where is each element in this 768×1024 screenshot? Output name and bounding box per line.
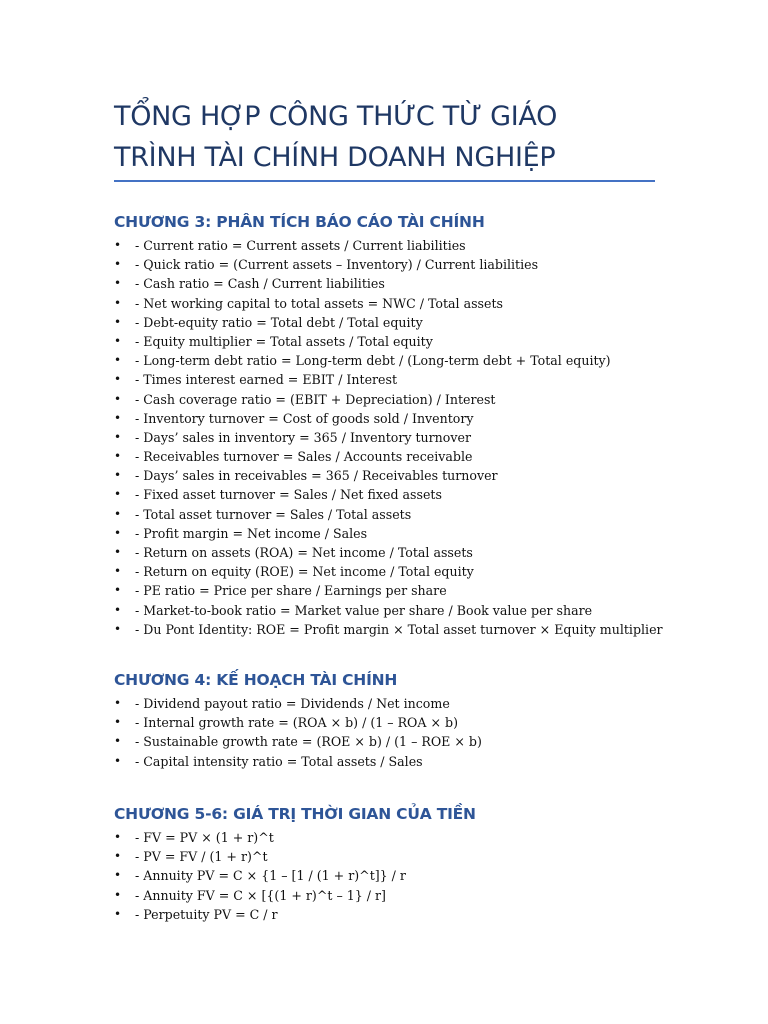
formula-text: - Quick ratio = (Current assets – Inventory) / Current liabilities xyxy=(135,257,539,273)
formula-text: - Total asset turnover = Sales / Total assets xyxy=(135,506,412,522)
bullet-icon: • xyxy=(114,734,122,749)
bullet-icon: • xyxy=(114,868,122,883)
formula-list-item xyxy=(114,370,714,389)
bullet-icon: • xyxy=(114,887,122,902)
bullet-icon: • xyxy=(114,333,122,348)
formula-list-item xyxy=(114,466,714,485)
formula-list-item xyxy=(114,713,714,732)
formula-list-item xyxy=(114,313,714,332)
title-line-2: TRÌNH TÀI CHÍNH DOANH NGHIỆP xyxy=(114,142,556,173)
formula-list-item xyxy=(114,581,714,600)
formula-list-item xyxy=(114,562,714,581)
bullet-icon: • xyxy=(114,525,122,540)
bullet-icon: • xyxy=(114,621,122,636)
formula-list-item xyxy=(114,694,714,713)
section-heading: CHƯƠNG 3: PHÂN TÍCH BÁO CÁO TÀI CHÍNH xyxy=(114,213,485,231)
formula-list-item xyxy=(114,505,714,524)
document-title xyxy=(114,96,674,178)
bullet-icon: • xyxy=(114,753,122,768)
bullet-icon: • xyxy=(114,468,122,483)
bullet-icon: • xyxy=(114,238,122,252)
formula-list-item xyxy=(114,390,714,409)
bullet-icon: • xyxy=(114,295,122,310)
formula-text: - Sustainable growth rate = (ROE × b) / (1 – ROE × b) xyxy=(135,734,482,750)
formula-list-item xyxy=(114,752,714,771)
formula-text: - Annuity PV = C × {1 – [1 / (1 + r)^t]} / r xyxy=(135,868,406,884)
formula-text: - Market-to-book ratio = Market value per share / Book value per share xyxy=(135,602,593,618)
bullet-icon: • xyxy=(114,849,122,864)
formula-text: - Times interest earned = EBIT / Interest xyxy=(135,372,398,388)
formula-list-item xyxy=(114,866,714,885)
bullet-icon: • xyxy=(114,372,122,387)
formula-text: - Inventory turnover = Cost of goods sold / Inventory xyxy=(135,410,474,426)
formula-list-item xyxy=(114,447,714,466)
formula-text: - FV = PV × (1 + r)^t xyxy=(135,830,274,845)
formula-text: - Cash coverage ratio = (EBIT + Depreciation) / Interest xyxy=(135,391,496,407)
formula-list xyxy=(114,236,714,639)
formula-text: - Equity multiplier = Total assets / Total equity xyxy=(135,333,433,349)
formula-text: - Dividend payout ratio = Dividends / Net income xyxy=(135,696,450,711)
formula-list xyxy=(114,694,714,771)
formula-list-item xyxy=(114,601,714,620)
formula-text: - Net working capital to total assets = NWC / Total assets xyxy=(135,295,503,311)
bullet-icon: • xyxy=(114,583,122,598)
formula-text: - Capital intensity ratio = Total assets / Sales xyxy=(135,753,423,769)
formula-text: - Return on equity (ROE) = Net income / Total equity xyxy=(135,564,474,580)
formula-text: - Perpetuity PV = C / r xyxy=(135,906,278,922)
formula-text: - Annuity FV = C × [{(1 + r)^t – 1} / r] xyxy=(135,887,386,903)
bullet-icon: • xyxy=(114,410,122,425)
formula-list-item xyxy=(114,294,714,313)
formula-list-item xyxy=(114,274,714,293)
formula-text: - Internal growth rate = (ROA × b) / (1 – ROA × b) xyxy=(135,715,459,731)
formula-text: - Debt-equity ratio = Total debt / Total equity xyxy=(135,314,423,330)
formula-text: - Days’ sales in inventory = 365 / Inventory turnover xyxy=(135,429,471,445)
formula-text: - Cash ratio = Cash / Current liabilities xyxy=(135,276,385,292)
bullet-icon: • xyxy=(114,429,122,444)
bullet-icon: • xyxy=(114,602,122,617)
title-line-1: TỔNG HỢP CÔNG THỨC TỪ GIÁO xyxy=(114,101,558,132)
formula-list-item xyxy=(114,255,714,274)
bullet-icon: • xyxy=(114,276,122,291)
bullet-icon: • xyxy=(114,391,122,406)
formula-list-item xyxy=(114,485,714,504)
section-chapter-3 xyxy=(114,212,714,639)
formula-list xyxy=(114,828,714,924)
formula-list-item xyxy=(114,236,714,255)
section-chapter-4 xyxy=(114,670,714,771)
formula-text: - Long-term debt ratio = Long-term debt / (Long-term debt + Total equity) xyxy=(135,353,611,369)
bullet-icon: • xyxy=(114,314,122,329)
formula-text: - Fixed asset turnover = Sales / Net fixed assets xyxy=(135,487,442,503)
formula-text: - Days’ sales in receivables = 365 / Receivables turnover xyxy=(135,468,498,484)
formula-text: - Du Pont Identity: ROE = Profit margin × Total asset turnover × Equity multiplier xyxy=(135,621,663,637)
section-chapter-5-6 xyxy=(114,804,714,924)
bullet-icon: • xyxy=(114,506,122,521)
bullet-icon: • xyxy=(114,906,122,921)
formula-text: - PV = FV / (1 + r)^t xyxy=(135,849,268,865)
title-underline-divider xyxy=(114,180,655,182)
formula-list-item xyxy=(114,886,714,905)
bullet-icon: • xyxy=(114,564,122,579)
formula-list-item xyxy=(114,620,714,639)
bullet-icon: • xyxy=(114,257,122,272)
bullet-icon: • xyxy=(114,545,122,559)
formula-text: - Receivables turnover = Sales / Accounts receivable xyxy=(135,449,473,465)
formula-text: - Return on assets (ROA) = Net income / Total assets xyxy=(135,545,473,560)
formula-list-item xyxy=(114,905,714,924)
formula-list-item xyxy=(114,828,714,847)
formula-list-item xyxy=(114,351,714,370)
bullet-icon: • xyxy=(114,449,122,464)
bullet-icon: • xyxy=(114,830,122,844)
bullet-icon: • xyxy=(114,353,122,368)
formula-list-item xyxy=(114,847,714,866)
formula-text: - Profit margin = Net income / Sales xyxy=(135,525,368,541)
formula-list-item xyxy=(114,732,714,751)
bullet-icon: • xyxy=(114,715,122,730)
formula-list-item xyxy=(114,524,714,543)
formula-list-item xyxy=(114,428,714,447)
section-heading: CHƯƠNG 5-6: GIÁ TRỊ THỜI GIAN CỦA TIỀN xyxy=(114,805,476,823)
section-heading: CHƯƠNG 4: KẾ HOẠCH TÀI CHÍNH xyxy=(114,671,398,689)
bullet-icon: • xyxy=(114,696,122,710)
formula-list-item xyxy=(114,543,714,562)
bullet-icon: • xyxy=(114,487,122,502)
formula-text: - PE ratio = Price per share / Earnings per share xyxy=(135,583,447,599)
formula-list-item xyxy=(114,332,714,351)
formula-list-item xyxy=(114,409,714,428)
formula-text: - Current ratio = Current assets / Current liabilities xyxy=(135,238,466,253)
